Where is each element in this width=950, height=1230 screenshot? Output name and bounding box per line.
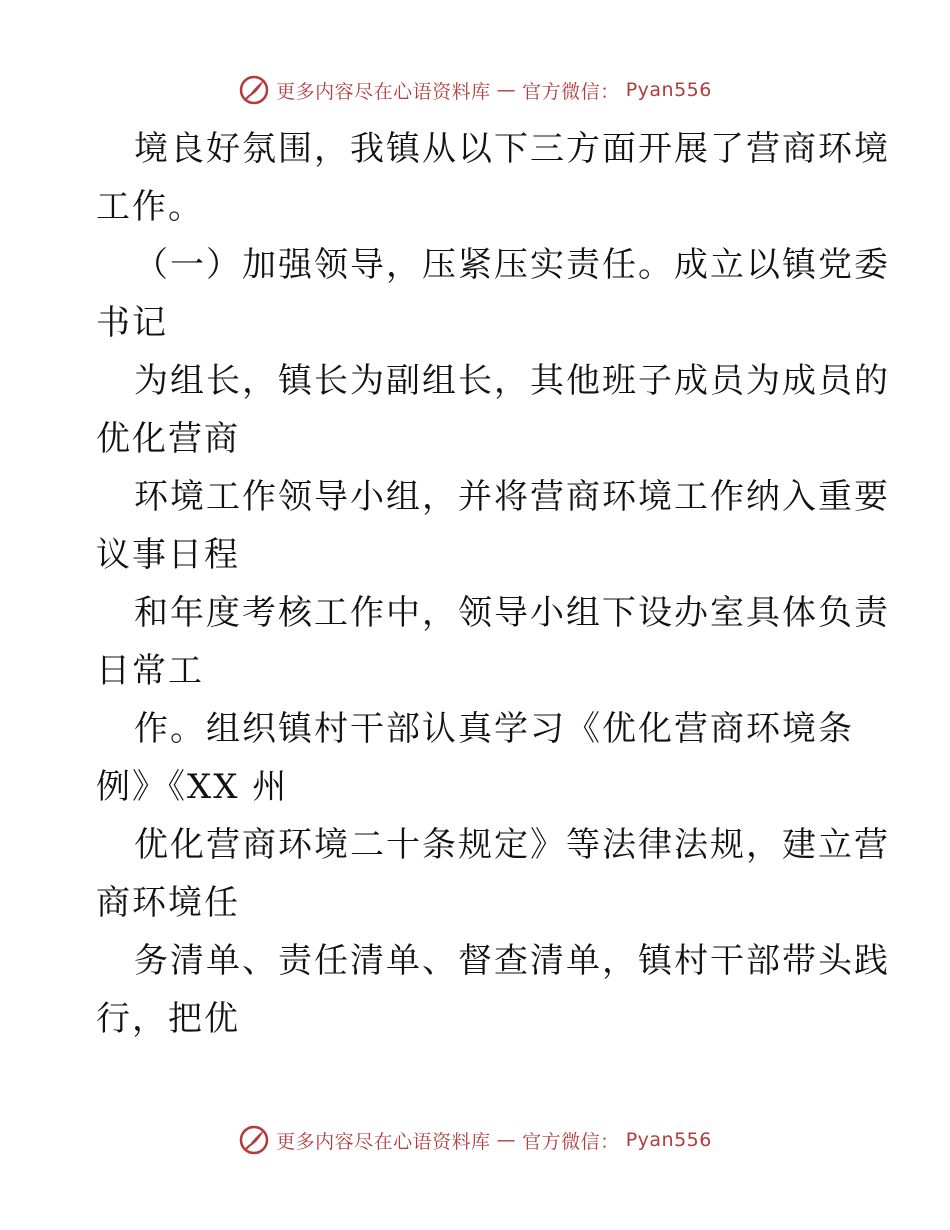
- watermark-separator: —: [496, 79, 517, 101]
- text-line-14: 商环境任: [96, 883, 240, 923]
- watermark-wechat-id: Pyan556: [625, 1129, 712, 1151]
- watermark-brand: 更多内容尽在心语资料库: [276, 80, 491, 103]
- watermark-wechat-label: 官方微信：: [522, 1130, 620, 1153]
- document-body: [96, 120, 890, 1048]
- watermark-separator: —: [496, 1129, 517, 1151]
- quill-logo-icon: [238, 74, 270, 106]
- text-line-11: 作。组织镇村干部认真学习《优化营商环境条: [134, 709, 854, 749]
- text-line-10: 日常工: [96, 651, 204, 691]
- text-line-2: 工作。: [96, 187, 204, 227]
- header-watermark: [0, 70, 950, 110]
- text-line-9: 和年度考核工作中，领导小组下设办室具体负责: [134, 593, 890, 633]
- watermark-wechat-id: Pyan556: [625, 79, 712, 101]
- text-line-16: 行，把优: [96, 999, 240, 1039]
- quill-logo-icon: [238, 1124, 270, 1156]
- text-line-13: 优化营商环境二十条规定》等法律法规，建立营: [134, 825, 890, 865]
- text-line-12: 例》《XX 州: [96, 767, 289, 807]
- text-line-5: 为组长，镇长为副组长，其他班子成员为成员的: [134, 361, 890, 401]
- text-line-8: 议事日程: [96, 535, 240, 575]
- text-line-3: （一）加强领导，压紧压实责任。成立以镇党委: [134, 245, 890, 285]
- text-line-1: 境良好氛围，我镇从以下三方面开展了营商环境: [134, 129, 890, 169]
- text-line-15: 务清单、责任清单、督查清单，镇村干部带头践: [134, 941, 890, 981]
- text-line-6: 优化营商: [96, 419, 240, 459]
- watermark-brand: 更多内容尽在心语资料库: [276, 1130, 491, 1153]
- text-line-4: 书记: [96, 303, 168, 343]
- watermark-wechat-label: 官方微信：: [522, 80, 620, 103]
- text-line-7: 环境工作领导小组，并将营商环境工作纳入重要: [134, 477, 890, 517]
- footer-watermark: [0, 1120, 950, 1160]
